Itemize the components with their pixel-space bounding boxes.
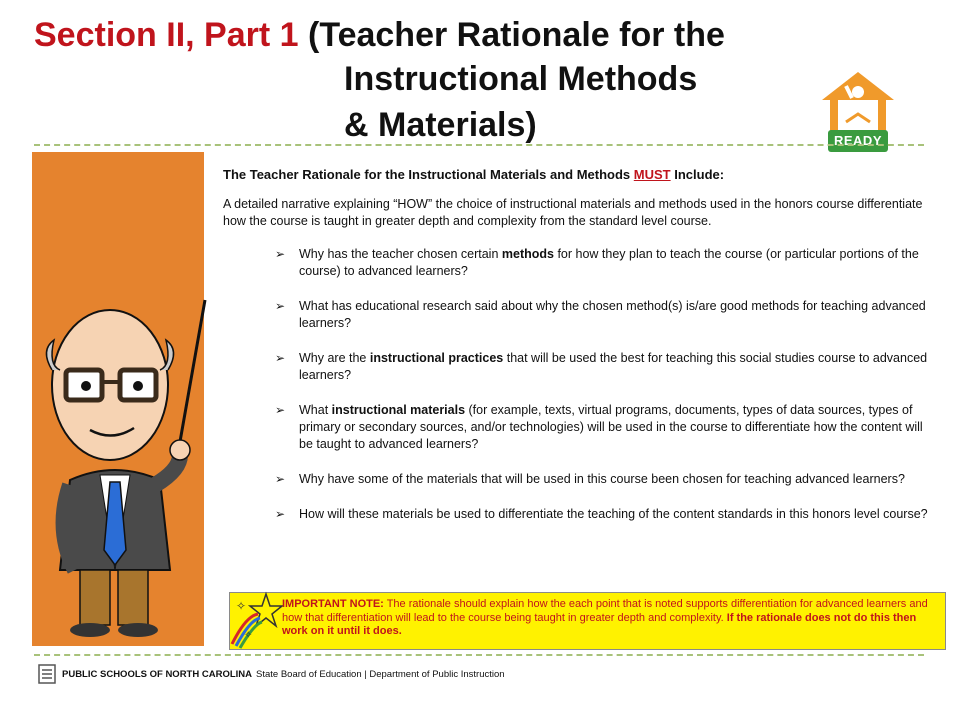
bullet-text: What has educational research said about why the chosen method(s) is/are good methods for teaching advanced learners?: [299, 299, 926, 330]
bottom-divider: [34, 654, 924, 656]
top-divider: [34, 144, 924, 146]
slide-title: [34, 14, 725, 56]
list-item: [275, 471, 938, 488]
title-line-2: Instructional Methods: [344, 60, 698, 98]
heading-suffix: Include:: [670, 167, 725, 182]
title-line-3: & Materials): [344, 106, 537, 144]
note-label: IMPORTANT NOTE:: [282, 598, 384, 610]
bullet-text-end: (for example, texts, virtual programs, documents, types of data sources, types of primary or secondary sources, and/or technologies) will be used in the course to differentiate how the content will be taught to advanced learners?: [299, 403, 923, 451]
list-item: [275, 350, 938, 384]
footer-dept: State Board of Education | Department of Public Instruction: [256, 668, 505, 680]
bullet-text: How will these materials be used to differentiate the teaching of the content standards in this honors level course?: [299, 507, 928, 521]
important-note-text: [282, 598, 932, 639]
title-paren: (Teacher Rationale for the: [308, 16, 725, 54]
list-item: [275, 298, 938, 332]
title-part: Part 1: [204, 16, 299, 54]
bullet-bold: instructional materials: [331, 403, 466, 417]
arrow-bullet-icon: ➢: [275, 299, 286, 313]
bullet-text: Why has the teacher chosen certain: [299, 247, 502, 261]
list-item: [275, 246, 938, 280]
bullet-text: Why have some of the materials that will be used in this course been chosen for teaching advanced learners?: [299, 472, 905, 486]
nc-dpi-seal-icon: [38, 664, 56, 684]
content-heading: [223, 166, 938, 184]
bullet-text: What: [299, 403, 332, 417]
footer-org: PUBLIC SCHOOLS OF NORTH CAROLINA: [62, 668, 252, 680]
note-body: The rationale should explain how the each point that is noted supports differentiation for advanced learners and how that differentiation will lead to the course being taught in greater depth and complexity.: [282, 598, 928, 624]
arrow-bullet-icon: ➢: [275, 403, 286, 417]
list-item: [275, 402, 938, 453]
heading-must: MUST: [633, 167, 671, 182]
question-list: [223, 246, 938, 523]
arrow-bullet-icon: ➢: [275, 351, 286, 365]
intro-paragraph: A detailed narrative explaining “HOW” the choice of instructional materials and methods used in the honors course differentiate how the course is taught in greater depth and complexity from the standard level course.: [223, 197, 923, 228]
bullet-bold: methods: [501, 247, 554, 261]
arrow-bullet-icon: ➢: [275, 247, 286, 261]
heading-text: The Teacher Rationale for the Instructional Materials and Methods: [223, 167, 634, 182]
title-section: Section II,: [34, 16, 195, 54]
list-item: [275, 506, 938, 523]
teacher-cartoon-icon: [30, 270, 253, 641]
bullet-text-end: for how they plan to teach the course (or particular portions of the course) to advanced learners?: [299, 247, 919, 278]
arrow-bullet-icon: ➢: [275, 472, 286, 486]
note-emphasis: If the rationale does not do this then work on it until it does.: [282, 611, 917, 637]
svg-text:✧: ✧: [244, 630, 253, 641]
bullet-text-end: that will be used the best for teaching this social studies course to advanced learners?: [299, 351, 928, 382]
arrow-bullet-icon: ➢: [275, 507, 286, 521]
ready-badge: READY: [828, 130, 888, 152]
svg-text:✧: ✧: [236, 599, 247, 613]
shooting-star-icon: [228, 586, 284, 650]
content-area: [223, 166, 938, 541]
bullet-text: Why are the: [299, 351, 370, 365]
footer: [38, 664, 505, 684]
bullet-bold: instructional practices: [369, 351, 504, 365]
